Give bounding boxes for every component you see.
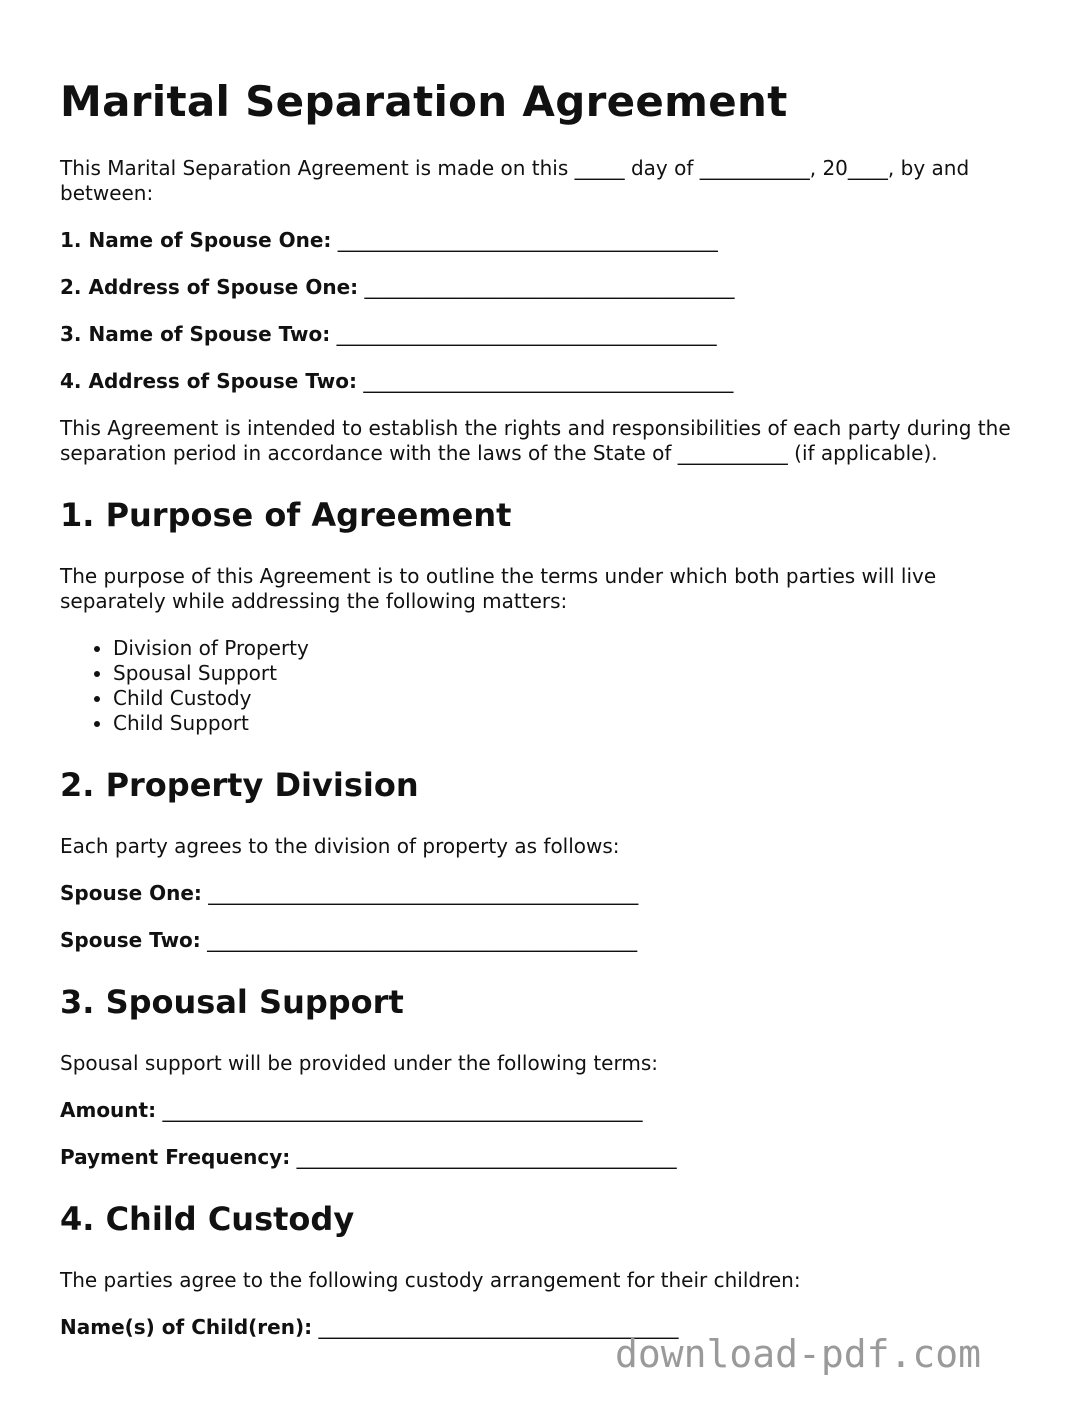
section-spousal-support-title: 3. Spousal Support <box>60 983 404 1021</box>
support-amount-field[interactable] <box>60 1098 1035 1123</box>
section-purpose-title: 1. Purpose of Agreement <box>60 496 512 534</box>
spouse-two-address-field[interactable] <box>60 369 1035 394</box>
section-spousal-support-text: Spousal support will be provided under the following terms: <box>60 1051 658 1075</box>
property-spouse-two-field[interactable] <box>60 928 1035 953</box>
document-page <box>60 78 1035 1362</box>
section-property-text: Each party agrees to the division of property as follows: <box>60 834 620 858</box>
blank-line[interactable]: ________________________________________________ <box>162 1098 643 1122</box>
field-label: Name(s) of Child(ren): <box>60 1315 313 1339</box>
matters-list <box>60 636 1035 736</box>
watermark: download-pdf.com <box>615 1332 982 1376</box>
spouse-one-address-field[interactable] <box>60 275 1035 300</box>
section-property-title: 2. Property Division <box>60 766 419 804</box>
spouse-two-name-field[interactable] <box>60 322 1035 347</box>
field-label: 3. Name of Spouse Two: <box>60 322 331 346</box>
blank-line[interactable]: ______________________________________ <box>336 322 717 346</box>
list-item: • Child Support <box>113 711 1035 736</box>
intro-paragraph: This Marital Separation Agreement is made on this _____ day of ___________, 20____, by and between: <box>60 156 970 205</box>
spouse-one-name-field[interactable] <box>60 228 1035 253</box>
section-purpose-text: The purpose of this Agreement is to outline the terms under which both parties will live separately while addressing the following matters: <box>60 564 937 613</box>
list-item: • Child Custody <box>113 686 1035 711</box>
field-label: Amount: <box>60 1098 157 1122</box>
blank-line[interactable]: ___________________________________________ <box>207 928 638 952</box>
section-child-custody-text: The parties agree to the following custody arrangement for their children: <box>60 1268 801 1292</box>
blank-line[interactable]: ______________________________________ <box>296 1145 677 1169</box>
field-label: 4. Address of Spouse Two: <box>60 369 357 393</box>
field-label: Spouse Two: <box>60 928 201 952</box>
list-item: • Spousal Support <box>113 661 1035 686</box>
payment-frequency-field[interactable] <box>60 1145 1035 1170</box>
field-label: 1. Name of Spouse One: <box>60 228 332 252</box>
agreement-intent-paragraph: This Agreement is intended to establish the rights and responsibilities of each party during the separation period in accordance with the laws of the State of ___________ (if applicable). <box>60 416 1011 465</box>
field-label: Payment Frequency: <box>60 1145 291 1169</box>
field-label: 2. Address of Spouse One: <box>60 275 359 299</box>
document-title: Marital Separation Agreement <box>60 77 788 126</box>
section-child-custody-title: 4. Child Custody <box>60 1200 355 1238</box>
blank-line[interactable]: ___________________________________________ <box>208 881 639 905</box>
blank-line[interactable]: _____________________________________ <box>363 369 734 393</box>
blank-line[interactable]: ______________________________________ <box>337 228 718 252</box>
blank-line[interactable]: _____________________________________ <box>364 275 735 299</box>
list-item: • Division of Property <box>113 636 1035 661</box>
property-spouse-one-field[interactable] <box>60 881 1035 906</box>
field-label: Spouse One: <box>60 881 202 905</box>
blank-line[interactable]: ____________________________________ <box>318 1315 679 1339</box>
